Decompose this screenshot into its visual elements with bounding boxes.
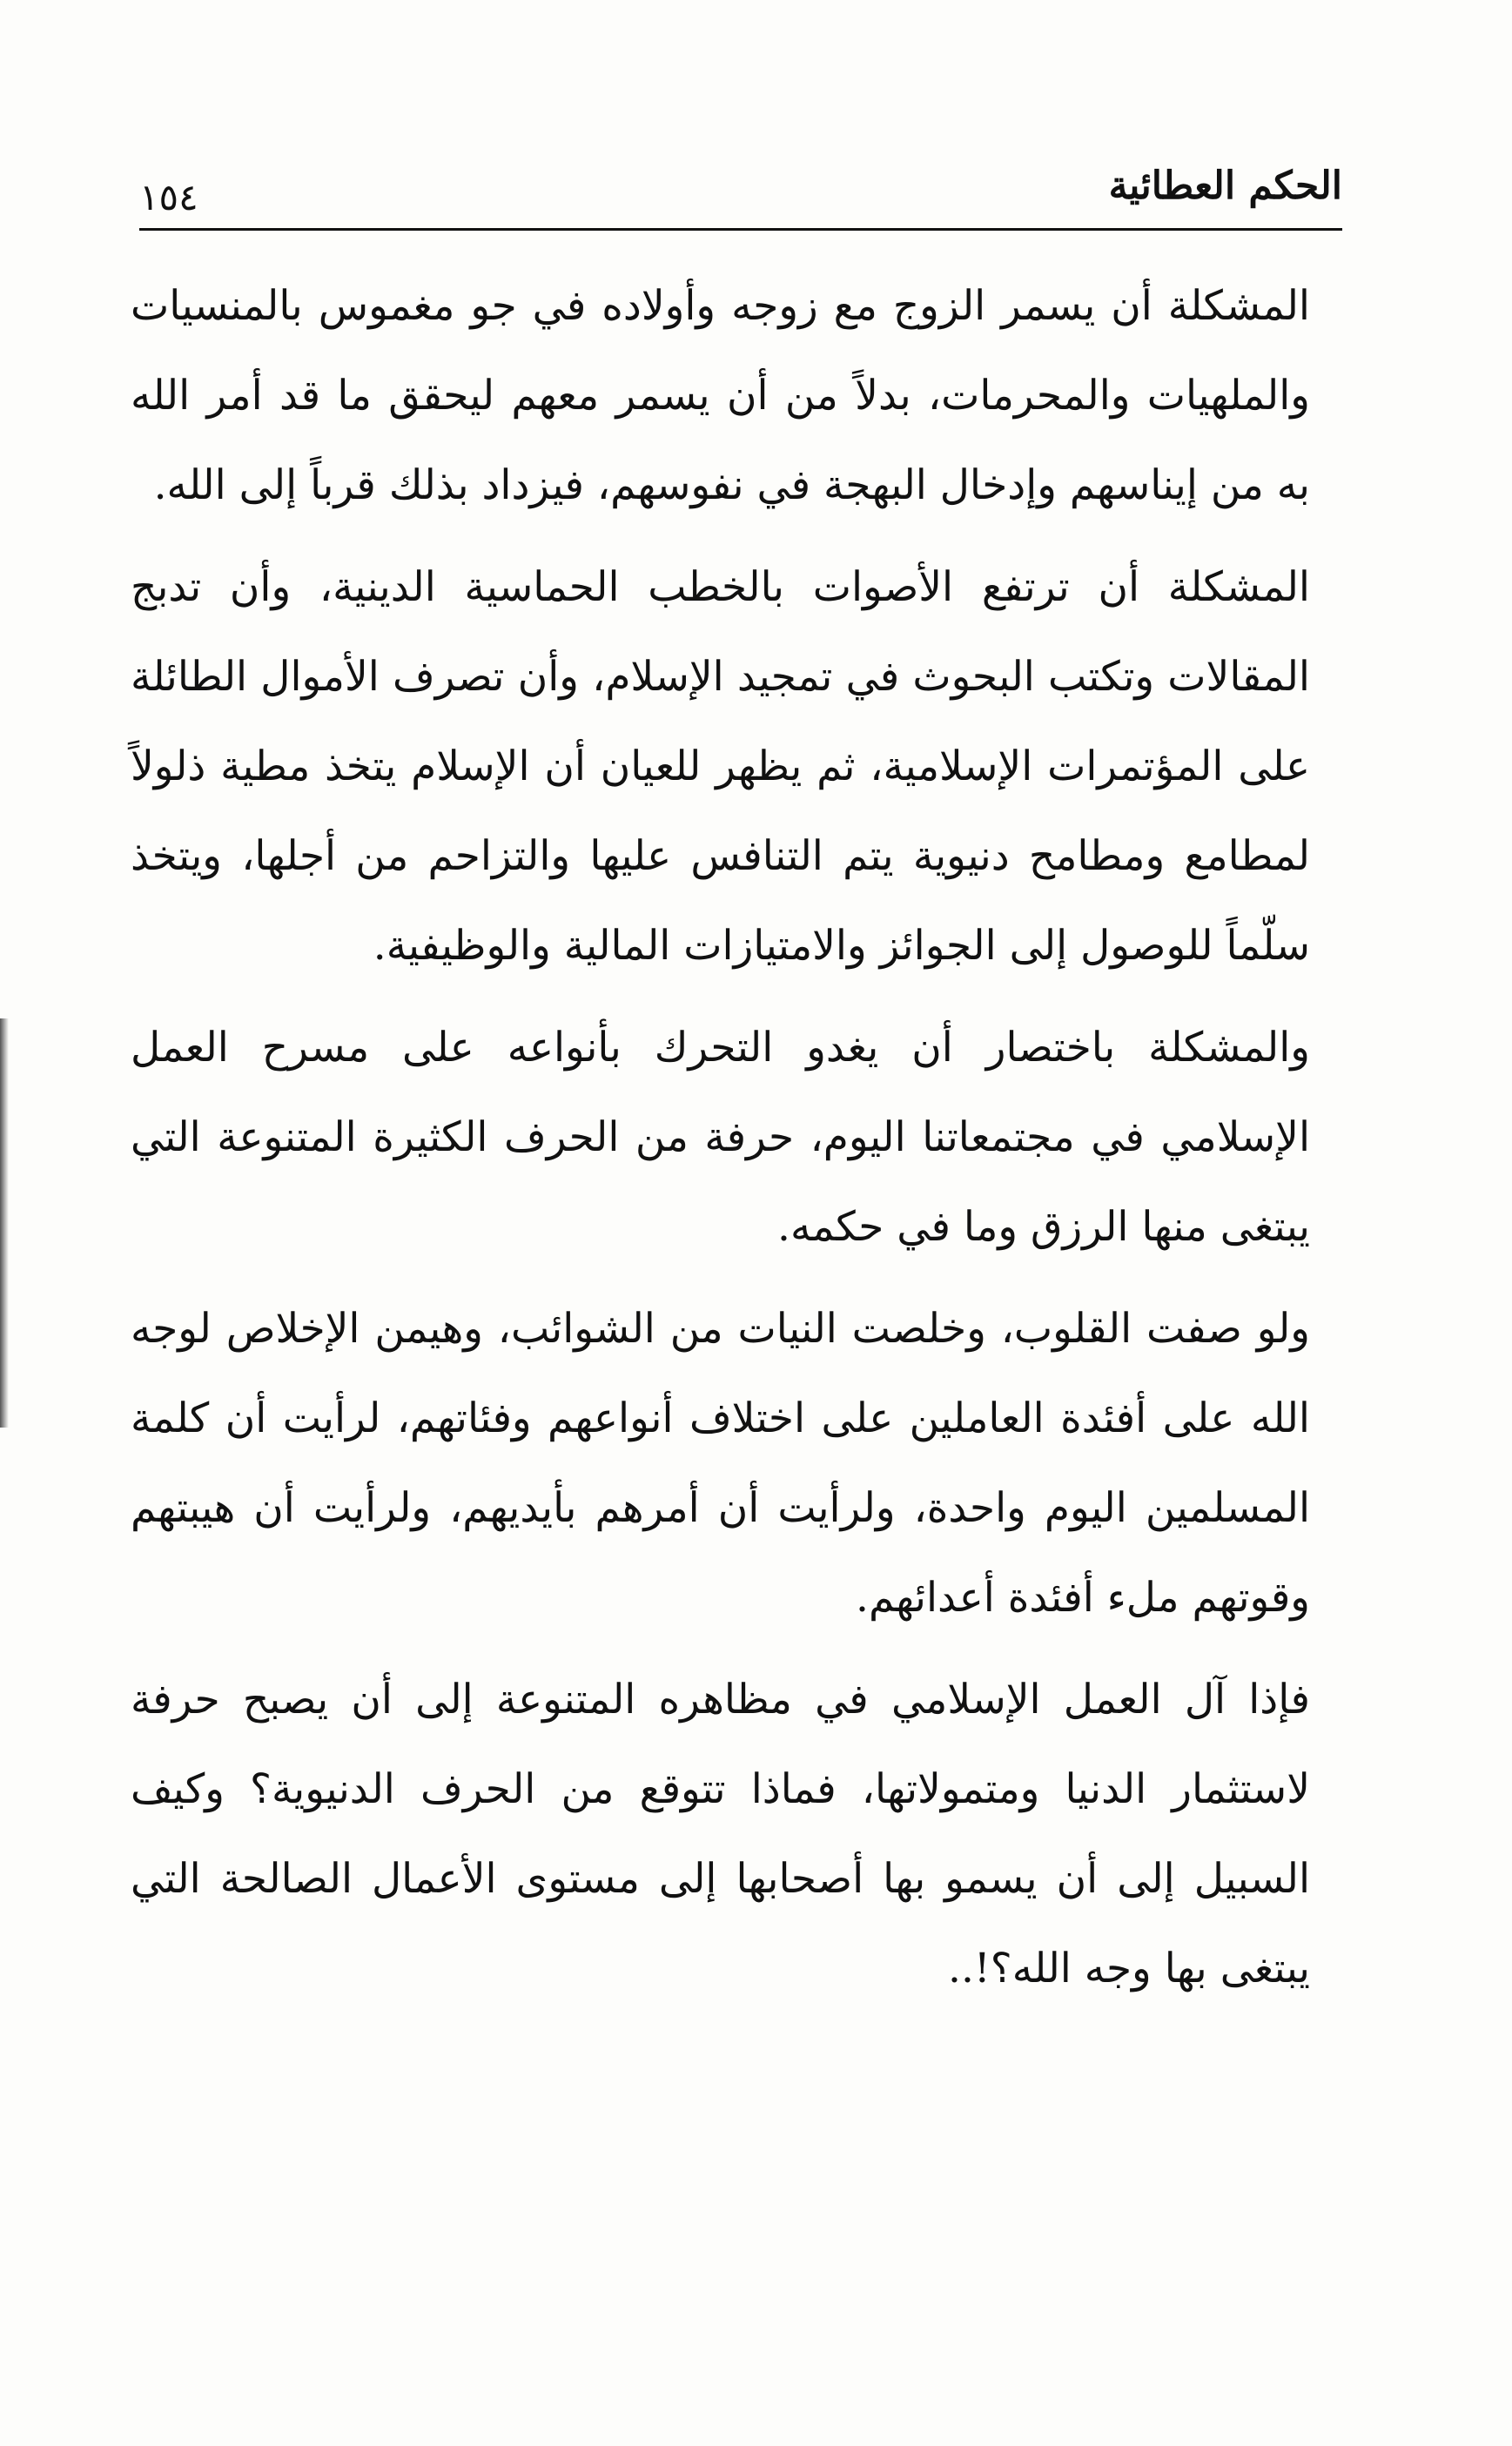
paragraph-4: ولو صفت القلوب، وخلصت النيات من الشوائب، وهيمن الإخلاص لوجه الله على أفئدة العاملين على اختلاف أنواعهم وفئاتهم، لرأيت أن كلمة المسلمين اليوم واحدة، ولرأيت أن أمرهم بأيديهم، ولرأيت أن هيبتهم وقوتهم ملء أفئدة أعدائهم. [131, 1305, 1310, 1622]
paragraph-3: والمشكلة باختصار أن يغدو التحرك بأنواعه على مسرح العمل الإسلامي في مجتمعاتنا اليوم، حرفة من الحرف الكثيرة المتنوعة التي يبتغى منها الرزق وما في حكمه. [131, 1024, 1310, 1251]
page-body [131, 261, 1310, 2013]
paragraph-2: المشكلة أن ترتفع الأصوات بالخطب الحماسية الدينية، وأن تدبج المقالات وتكتب البحوث في تمجيد الإسلام، وأن تصرف الأموال الطائلة على المؤتمرات الإسلامية، ثم يظهر للعيان أن الإسلام يتخذ مطية ذلولاً لمطامع ومطامح دنيوية يتم التنافس عليها والتزاحم من أجلها، ويتخذ سلّماً للوصول إلى الجوائز والامتيازات المالية والوظيفية. [131, 563, 1310, 970]
running-title: الحكم العطائية [1108, 164, 1342, 208]
page-number: ١٥٤ [139, 176, 198, 218]
paragraph-5: فإذا آل العمل الإسلامي في مظاهره المتنوعة إلى أن يصبح حرفة لاستثمار الدنيا ومتمولاتها، فماذا تتوقع من الحرف الدنيوية؟ وكيف السبيل إلى أن يسمو بها أصحابها إلى مستوى الأعمال الصالحة التي يبتغى بها وجه الله؟!.. [131, 1676, 1310, 1992]
paragraph-1: المشكلة أن يسمر الزوج مع زوجه وأولاده في جو مغموس بالمنسيات والملهيات والمحرمات، بدلاً من أن يسمر معهم ليحقق ما قد أمر الله به من إيناسهم وإدخال البهجة في نفوسهم، فيزداد بذلك قرباً إلى الله. [131, 282, 1310, 509]
scan-edge-shadow [0, 1018, 9, 1428]
page-header [139, 164, 1342, 231]
